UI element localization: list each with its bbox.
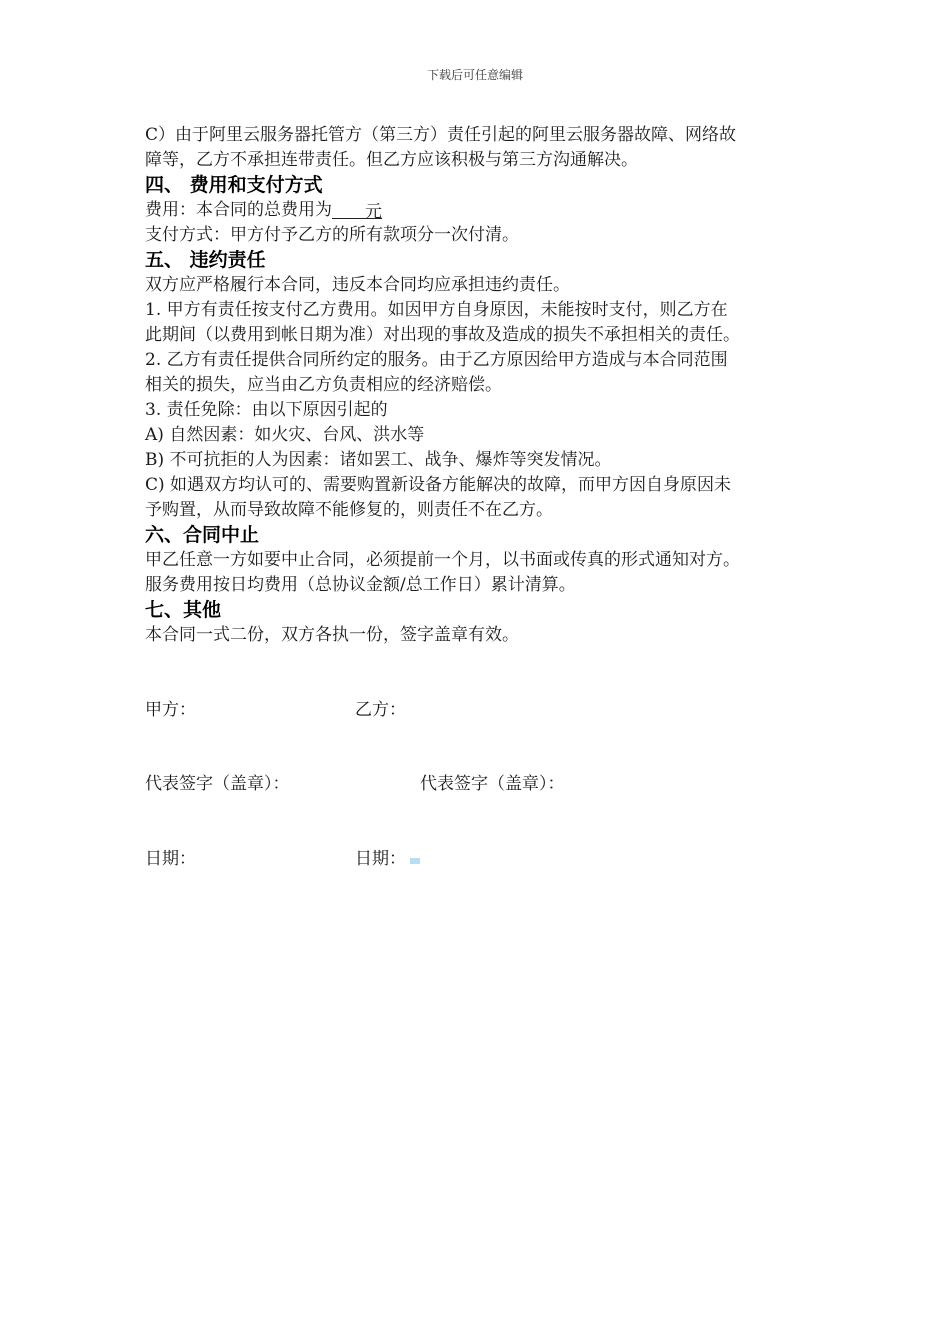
date-a-label: 日期：: [145, 849, 196, 869]
header-note: 下载后可任意编辑: [426, 68, 523, 82]
section5-intro: 双方应严格履行本合同，违反本合同均应承担违约责任。: [145, 275, 570, 295]
party-a-label: 甲方：: [145, 700, 196, 720]
section6-title: 六、合同中止: [145, 524, 260, 546]
item2-line1: 2. 乙方有责任提供合同所约定的服务。由于乙方原因给甲方造成与本合同范围: [145, 350, 728, 370]
section7-title: 七、其他: [145, 599, 222, 621]
rep-a-label: 代表签字（盖章）：: [145, 774, 290, 794]
date-b-label: 日期：: [355, 849, 406, 869]
fee-prefix: 费用：本合同的总费用为: [145, 200, 332, 220]
item1-line2: 此期间（以费用到帐日期为准）对出现的事故及造成的损失不承担相关的责任。: [145, 325, 740, 345]
fee-line: [145, 198, 835, 223]
item3: 3. 责任免除：由以下原因引起的: [145, 400, 388, 420]
rep-b-label: 代表签字（盖章）：: [420, 774, 565, 794]
selection-mark: [410, 858, 420, 864]
section7-line1: 本合同一式二份，双方各执一份，签字盖章有效。: [145, 625, 519, 645]
section5-title: 五、 违约责任: [145, 249, 266, 271]
item3b: B) 不可抗拒的人为因素：诸如罢工、战争、爆炸等突发情况。: [145, 450, 612, 470]
section6-line2: 服务费用按日均费用（总协议金额/总工作日）累计清算。: [145, 575, 576, 595]
section3-line2: 障等，乙方不承担连带责任。但乙方应该积极与第三方沟通解决。: [145, 150, 638, 170]
section6-line1: 甲乙任意一方如要中止合同，必须提前一个月，以书面或传真的形式通知对方。: [145, 550, 740, 570]
section3-line1: C）由于阿里云服务器托管方（第三方）责任引起的阿里云服务器故障、网络故: [145, 125, 737, 145]
item1-line1: 1. 甲方有责任按支付乙方费用。如因甲方自身原因，未能按时支付，则乙方在: [145, 300, 728, 320]
item3c-line2: 予购置，从而导致故障不能修复的，则责任不在乙方。: [145, 500, 553, 520]
section4-title: 四、 费用和支付方式: [145, 174, 323, 196]
party-b-label: 乙方：: [355, 700, 406, 720]
item3c-line1: C) 如遇双方均认可的、需要购置新设备方能解决的故障，而甲方因自身原因未: [145, 475, 732, 495]
item3a: A) 自然因素：如火灾、台风、洪水等: [145, 425, 425, 445]
item2-line2: 相关的损失，应当由乙方负责相应的经济赔偿。: [145, 375, 502, 395]
fee-unit: 元: [365, 202, 382, 222]
contract-body: [145, 123, 835, 648]
payment-line: 支付方式：甲方付予乙方的所有款项分一次付清。: [145, 225, 519, 245]
fee-blank: [332, 200, 382, 222]
